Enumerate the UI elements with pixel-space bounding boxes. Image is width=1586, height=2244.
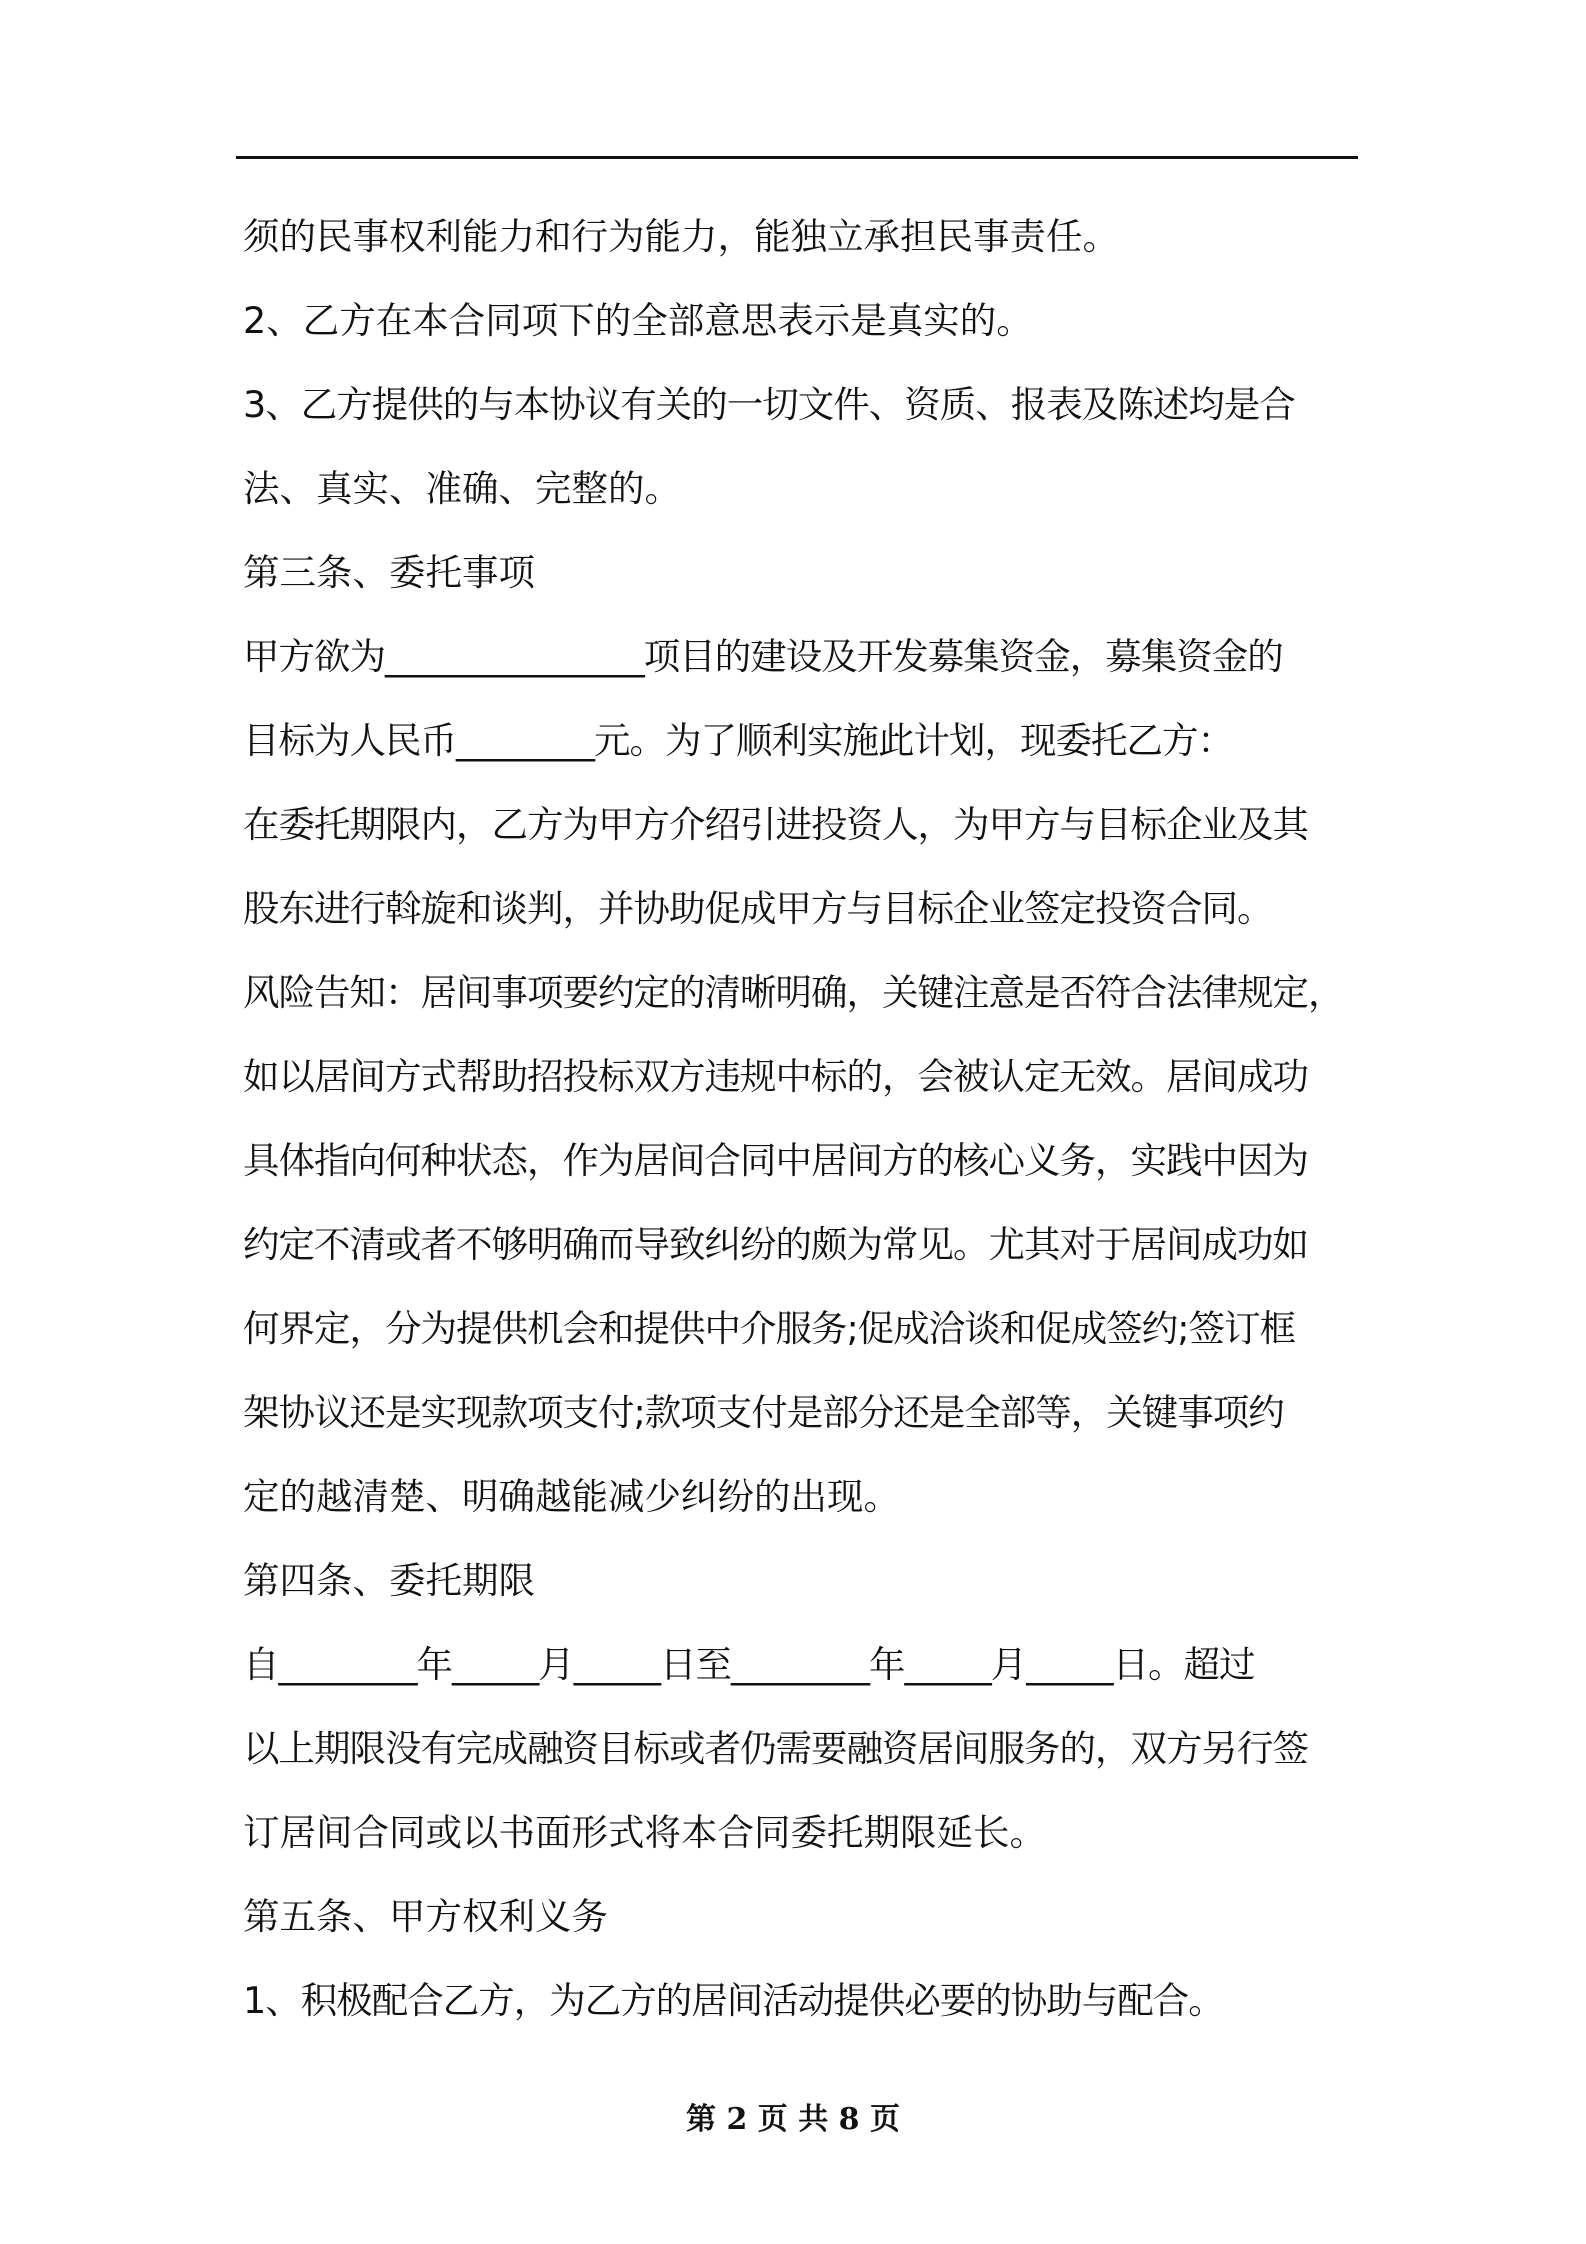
text-line: 约定不清或者不够明确而导致纠纷的颇为常见。尤其对于居间成功如 (243, 1223, 1308, 1266)
text-line: 在委托期限内，乙方为甲方介绍引进投资人，为甲方与目标企业及其 (243, 803, 1308, 846)
text-line: 甲方欲为_______________项目的建设及开发募集资金，募集资金的 (243, 635, 1283, 678)
text-line: 以上期限没有完成融资目标或者仍需要融资居间服务的，双方另行签 (243, 1727, 1308, 1770)
section-heading: 第五条、甲方权利义务 (243, 1895, 608, 1938)
text-line: 须的民事权利能力和行为能力，能独立承担民事责任。 (243, 215, 1119, 258)
section-heading: 第三条、委托事项 (243, 551, 535, 594)
text-line: 架协议还是实现款项支付;款项支付是部分还是全部等，关键事项约 (243, 1391, 1284, 1434)
text-line: 2、乙方在本合同项下的全部意思表示是真实的。 (243, 299, 1033, 342)
text-line: 订居间合同或以书面形式将本合同委托期限延长。 (243, 1811, 1046, 1854)
section-heading: 第四条、委托期限 (243, 1559, 535, 1602)
text-line: 1、积极配合乙方，为乙方的居间活动提供必要的协助与配合。 (243, 1979, 1224, 2022)
text-line: 股东进行斡旋和谈判，并协助促成甲方与目标企业签定投资合同。 (243, 887, 1273, 930)
text-line: 定的越清楚、明确越能减少纠纷的出现。 (243, 1475, 900, 1518)
document-body (243, 195, 1355, 2043)
text-line: 法、真实、准确、完整的。 (243, 467, 681, 510)
text-line: 目标为人民币________元。为了顺利实施此计划，现委托乙方： (243, 719, 1233, 762)
header-rule (236, 156, 1358, 159)
text-line: 风险告知：居间事项要约定的清晰明确，关键注意是否符合法律规定， (243, 971, 1344, 1014)
text-line: 自________年_____月_____日至________年_____月_____日。超过 (243, 1643, 1255, 1686)
text-line: 何界定，分为提供机会和提供中介服务;促成洽谈和促成签约;签订框 (243, 1307, 1296, 1350)
text-line: 3、乙方提供的与本协议有关的一切文件、资质、报表及陈述均是合 (243, 383, 1295, 426)
text-line: 如以居间方式帮助招投标双方违规中标的，会被认定无效。居间成功 (243, 1055, 1308, 1098)
page-number-footer: 第 2 页 共 8 页 (686, 2102, 900, 2137)
text-line: 具体指向何种状态，作为居间合同中居间方的核心义务，实践中因为 (243, 1139, 1308, 1182)
